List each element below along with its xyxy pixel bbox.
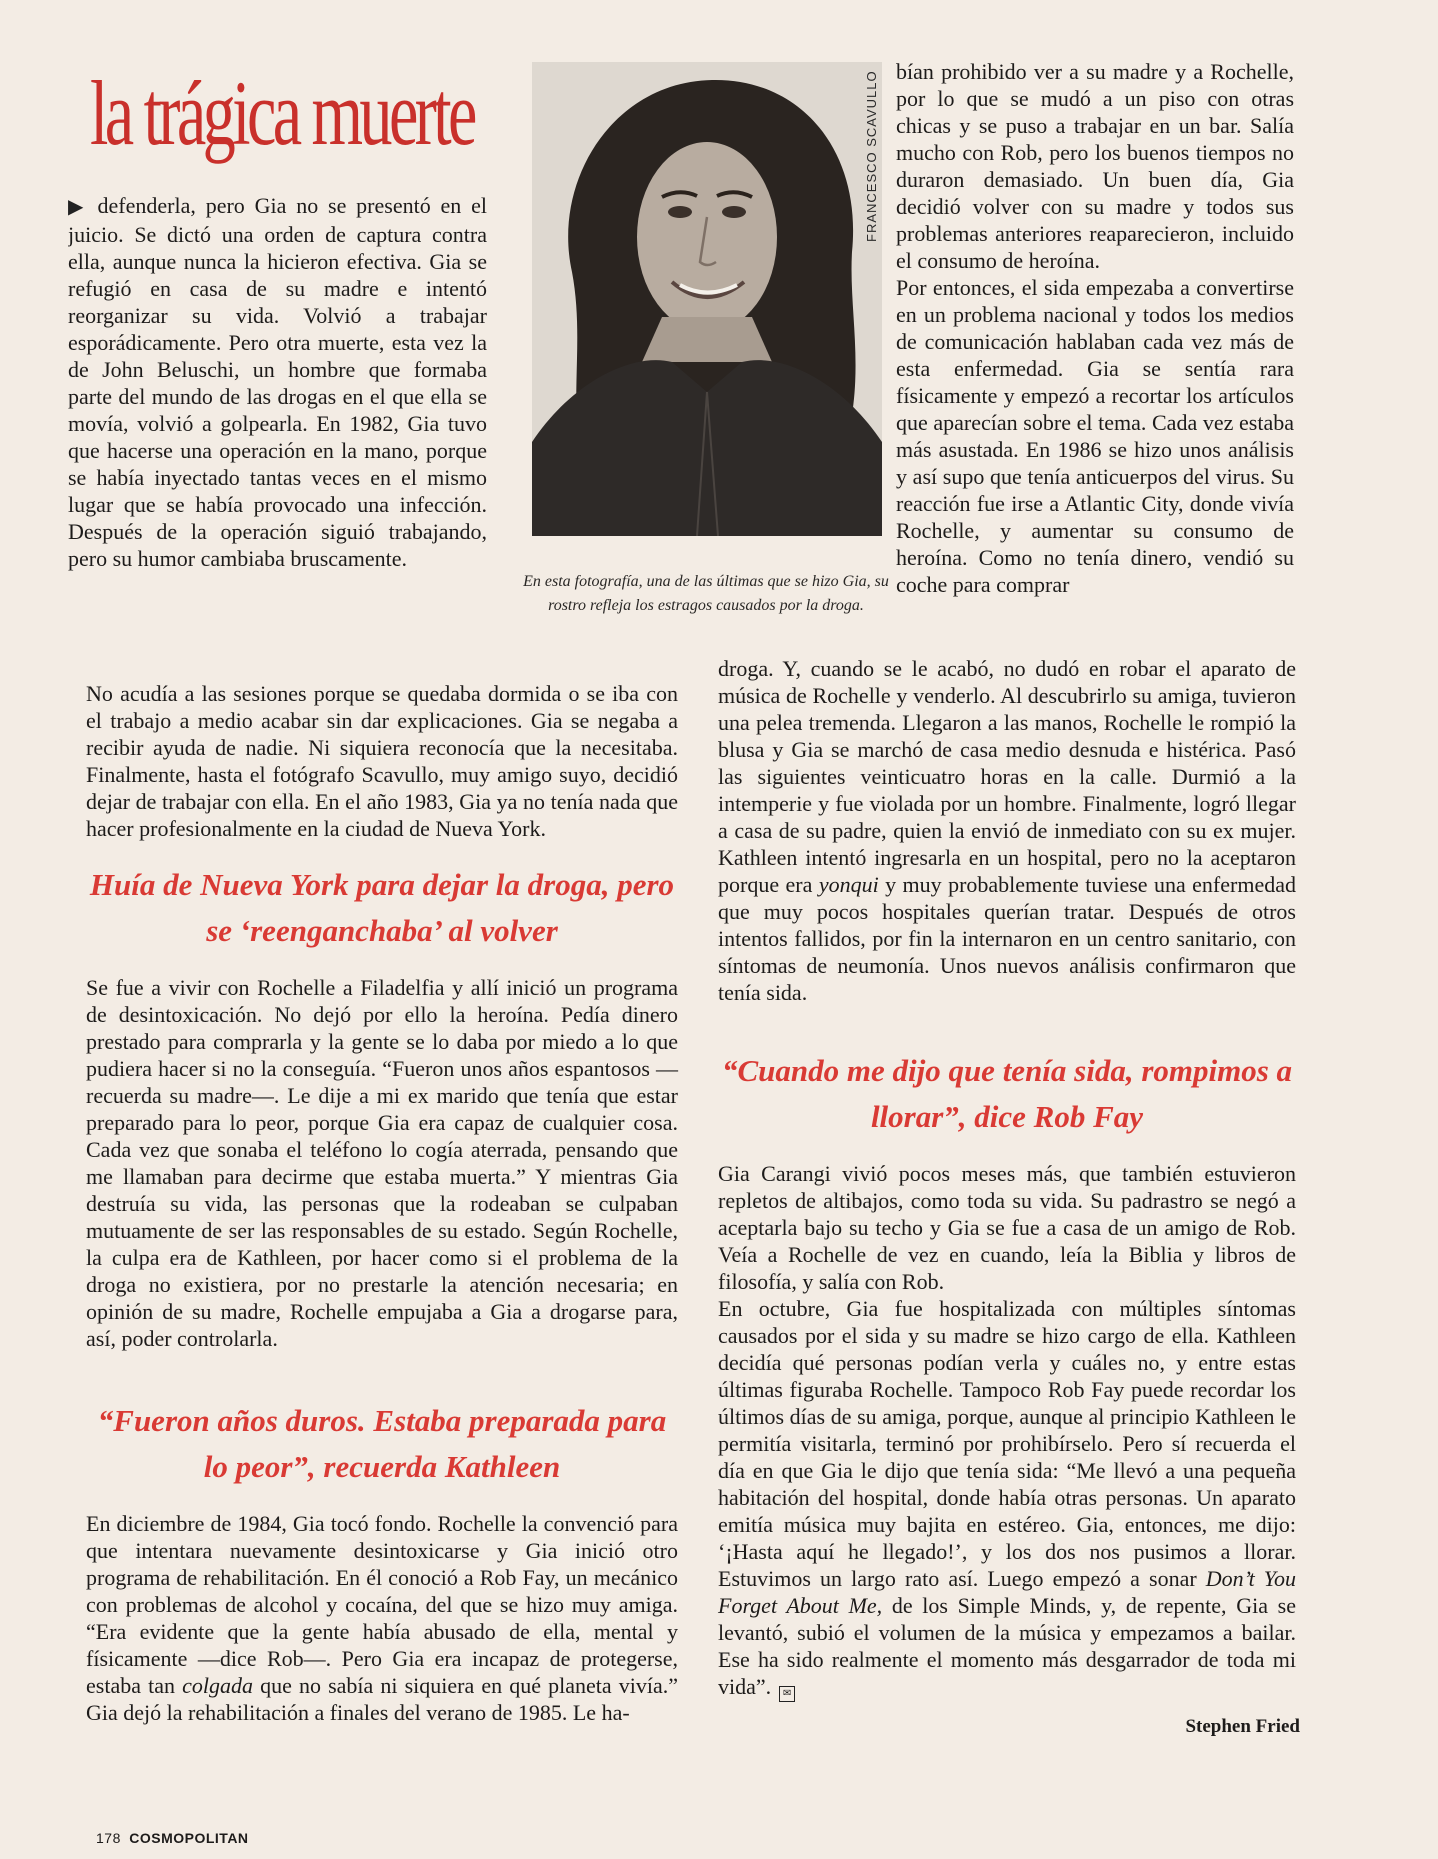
page-number: 178: [96, 1830, 121, 1846]
section-3: [718, 1160, 1296, 1702]
subhead-3: “Cuando me dijo que tenía sida, rompimos a llorar”, dice Rob Fay: [721, 1053, 1293, 1134]
right-column-middle: [718, 655, 1296, 1006]
subhead-2: “Fueron años duros. Estaba preparada para lo peor”, recuerda Kathleen: [97, 1403, 667, 1484]
photo-credit: FRANCESCO SCAVULLO: [864, 70, 879, 242]
article-title: la trágica muerte: [90, 62, 474, 164]
right-column-top: [896, 58, 1294, 598]
portrait-image: [532, 62, 882, 536]
section-2-italic: colgada: [182, 1673, 253, 1698]
intro-paragraph: [68, 192, 487, 572]
section-2-text-b: que no sabía ni siquiera en qué planeta vivía.” Gia dejó la rehabilitación a finales del verano de 1985. Le ha-: [86, 1673, 678, 1725]
section-2-text-a: En diciembre de 1984, Gia tocó fondo. Rochelle la convenció para que intentara nuevamente desintoxicarse y Gia inició otro programa de rehabilitación. En él conoció a Rob Fay, un mecánico con problemas de alcohol y cocaína, del que se hizo muy amiga. “Era evidente que la gente había abusado de ella, mental y físicamente —dice Rob—. Pero Gia era incapaz de protegerse, estaba tan: [86, 1511, 678, 1698]
author-byline: Stephen Fried: [1185, 1716, 1300, 1737]
left-column-continuation: [86, 680, 678, 842]
end-of-article-icon: ✉: [779, 1686, 795, 1702]
right-mid-italic: yonqui: [818, 872, 879, 897]
photo-caption: En esta fotografía, una de las últimas que se hizo Gia, su rostro refleja los estragos causados por la droga.: [523, 573, 889, 614]
portrait-photo: [532, 62, 882, 536]
section-1-paragraph: Se fue a vivir con Rochelle a Filadelfia y allí inició un programa de desintoxicación. No dejó por ello la heroína. Pedía dinero prestado para comprarla y la gente se lo daba por miedo a lo que pudiera hacer si no la conseguía. “Fueron unos años espantosos —recuerda su madre—. Le dije a mi ex marido que tenía que estar preparado para lo peor, porque Gia era capaz de cualquier cosa. Cada vez que sonaba el teléfono lo cogía aterrada, pensando que me llamaban para decirme que estaba muerta.” Y mientras Gia destruía su vida, las personas que la rodeaban se culpaban mutuamente de ser las responsables de su estado. Según Rochelle, la culpa era de Kathleen, por hacer como si el problema de la droga no existiera, por no prestarle la atención necesaria; en opinión de su madre, Rochelle empujaba a Gia a drogarse para, así, poder controlarla.: [86, 975, 678, 1351]
magazine-name: COSMOPOLITAN: [129, 1830, 249, 1846]
section-2-paragraph: [86, 1510, 678, 1726]
section-3-paragraph-1: Gia Carangi vivió pocos meses más, que también estuvieron repletos de altibajos, como toda su vida. Su padrastro se negó a aceptarla bajo su techo y Gia se fue a casa de un amigo de Rob. Veía a Rochelle de vez en cuando, leía la Biblia y libros de filosofía, y salía con Rob.: [718, 1161, 1296, 1294]
continuation-paragraph: No acudía a las sesiones porque se quedaba dormida o se iba con el trabajo a medio acabar sin dar explicaciones. Gia se negaba a recibir ayuda de nadie. Ni siquiera reconocía que la necesitaba. Finalmente, hasta el fotógrafo Scavullo, muy amigo suyo, decidió dejar de trabajar con ella. En el año 1983, Gia ya no tenía nada que hacer profesionalmente en la ciudad de Nueva York.: [86, 681, 678, 841]
section-3-text-a: En octubre, Gia fue hospitalizada con múltiples síntomas causados por el sida y su madre se hizo cargo de ella. Kathleen decidía qué personas podían verla y cuáles no, y entre estas últimas figuraba Rochelle. Tampoco Rob Fay puede recordar los últimos días de su amiga, porque, aunque al principio Kathleen le permitía visitarla, terminó por prohibírselo. Pero sí recuerda el día en que Gia le dijo que tenía sida: “Me llevó a una pequeña habitación del hospital, donde había otras personas. Un aparato emitía música muy bajita en estéreo. Gia, entonces, me dijo: ‘¡Hasta aquí he llegado!’, y los dos nos pusimos a llorar. Estuvimos un largo rato así. Luego empezó a sonar: [718, 1296, 1296, 1591]
left-column-intro: [68, 192, 487, 679]
right-mid-text-b: y muy probablemente tuviese una enfermedad que muy pocos hospitales querían tratar. Después de otros intentos fallidos, por fin la internaron en un centro sanitario, con síntomas de neumonía. Unos nuevos análisis confirmaron que tenía sida.: [718, 872, 1296, 1005]
section-2: [86, 1510, 678, 1726]
page-footer: [96, 1830, 249, 1846]
section-3-italic: Don’t You Forget About Me,: [718, 1566, 1297, 1618]
right-mid-paragraph: [718, 655, 1296, 1006]
right-top-paragraph-2: Por entonces, el sida empezaba a convertirse en un problema nacional y todos los medios de comunicación hablaban cada vez más de esta enfermedad. Gia se sentía rara físicamente y empezó a recortar los artículos que aparecían sobre el tema. Cada vez estaba más asustada. En 1986 se hizo unos análisis y así supo que tenía anticuerpos del virus. Su reacción fue irse a Atlantic City, donde vivía Rochelle, y aumentar su consumo de heroína. Como no tenía dinero, vendió su coche para comprar: [896, 275, 1294, 597]
continuation-arrow-icon: ▶: [68, 196, 88, 218]
subhead-1: Huía de Nueva York para dejar la droga, pero se ‘reenganchaba’ al volver: [89, 867, 675, 948]
right-mid-text-a: droga. Y, cuando se le acabó, no dudó en robar el aparato de música de Rochelle y venderlo. Al descubrirlo su amiga, tuvieron una pelea tremenda. Llegaron a las manos, Rochelle le rompió la blusa y Gia se marchó de casa medio desnuda e histérica. Pasó las siguientes veinticuatro horas en la calle. Durmió a la intemperie y fue violada por un hombre. Finalmente, logró llegar a casa de su padre, quien la envió de inmediato con su ex mujer. Kathleen intentó ingresarla en un hospital, pero no la aceptaron porque era: [718, 656, 1296, 897]
section-1: [86, 974, 678, 1352]
right-top-paragraph-1: bían prohibido ver a su madre y a Rochelle, por lo que se mudó a un piso con otras chicas y se puso a trabajar en un bar. Salía mucho con Rob, pero los buenos tiempos no duraron demasiado. Un buen día, Gia decidió volver con su madre y todos sus problemas anteriores reaparecieron, incluido el consumo de heroína.: [896, 59, 1294, 273]
section-3-paragraph-2: [718, 1295, 1296, 1702]
intro-text: defenderla, pero Gia no se presentó en el juicio. Se dictó una orden de captura contra ella, aunque nunca la hicieron efectiva. Gia se refugió en casa de su madre e intentó reorganizar su vida. Volvió a trabajar esporádicamente. Pero otra muerte, esta vez la de John Beluschi, un hombre que formaba parte del mundo de las drogas en el que ella se movía, volvió a golpearla. En 1982, Gia tuvo que hacerse una operación en la mano, porque se había inyectado tantas veces en el mismo lugar que se había provocado una infección. Después de la operación siguió trabajando, pero su humor cambiaba bruscamente.: [68, 193, 487, 571]
section-3-text-b: de los Simple Minds, y, de repente, Gia se levantó, subió el volumen de la música y empezamos a bailar. Ese ha sido realmente el momento más desgarrador de toda mi vida”.: [718, 1593, 1296, 1699]
